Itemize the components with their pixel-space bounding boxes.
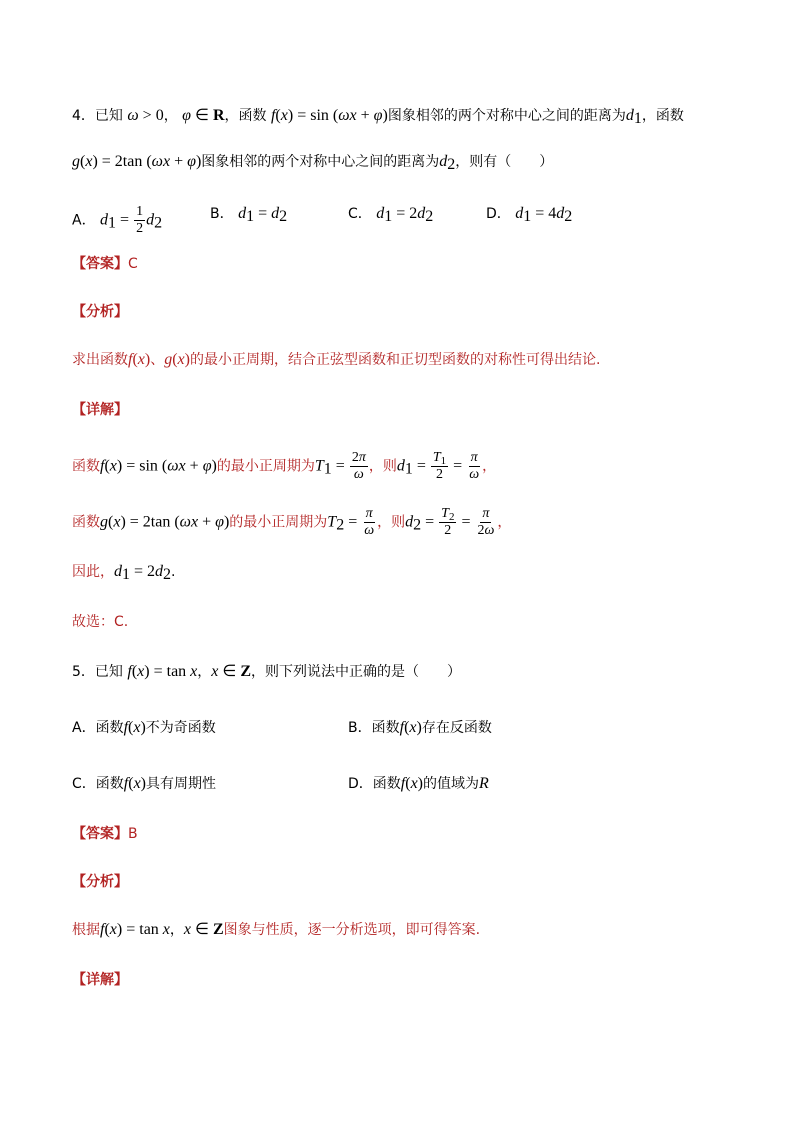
q4-analysis-text: 求出函数f(x)、g(x)的最小正周期，结合正弦型函数和正切型函数的对称性可得出结论. bbox=[72, 351, 601, 368]
q4-choose: 故选：C. bbox=[72, 614, 129, 630]
q4-option-c[interactable]: C． $d_1 = 2d_2$ bbox=[348, 205, 434, 225]
q4-g-definition: g bbox=[72, 153, 80, 170]
q5-analysis-label: 【分析】 bbox=[72, 874, 128, 890]
q4-answer-value: C bbox=[128, 256, 138, 272]
q5-option-a[interactable]: A．函数f(x)不为奇函数 bbox=[72, 719, 216, 736]
q5-stem: 5．已知 f(x) = tan x，x ∈ Z，则下列说法中正确的是（ ） bbox=[72, 663, 461, 680]
q4-number: 4． bbox=[72, 108, 95, 124]
q4-omega-condition: ω bbox=[127, 107, 139, 124]
q4-detail-line1: 函数f(x) = sin (ωx + φ)的最小正周期为$T_1$ = $\frac{2\pi}{\omega}$ ，则$d_1$ = $\frac{T_1}{2}$ = $\frac{\pi}{\omega}$ ， bbox=[72, 450, 497, 482]
q4-answer: 【答案】C bbox=[72, 256, 138, 272]
q4-option-a[interactable]: A． $d_1$ = $\frac{1}{2}$ $d_2$ bbox=[72, 204, 163, 236]
q4-detail-label: 【详解】 bbox=[72, 402, 128, 418]
q4-analysis-label: 【分析】 bbox=[72, 304, 128, 320]
q5-answer: 【答案】B bbox=[72, 826, 138, 842]
q5-option-c[interactable]: C．函数f(x)具有周期性 bbox=[72, 775, 216, 792]
q4-option-b[interactable]: B． $d_1 = d_2$ bbox=[210, 205, 288, 225]
q5-option-d[interactable]: D．函数f(x)的值域为R bbox=[348, 775, 489, 792]
q4-stem-line2: g(x) = 2tan (ωx + φ)图象相邻的两个对称中心之间的距离为$d_2$，则有（ ） bbox=[72, 153, 554, 173]
q5-detail-label: 【详解】 bbox=[72, 972, 128, 988]
q4-detail-line3: 因此，$d_1 = 2d_2$. bbox=[72, 563, 176, 583]
q5-analysis-text: 根据f(x) = tan x，x ∈ Z图象与性质，逐一分析选项，即可得答案. bbox=[72, 921, 481, 938]
q4-stem-text: 已知 bbox=[94, 108, 123, 124]
q5-answer-value: B bbox=[128, 826, 138, 842]
q4-detail-line2: 函数g(x) = 2tan (ωx + φ)的最小正周期为$T_2$ = $\frac{\pi}{\omega}$ ，则$d_2$ = $\frac{T_2}{2}$ = $\frac{\pi}{2\omega}$ ， bbox=[72, 506, 512, 538]
fraction-one-half: $\frac{1}{2}$ bbox=[136, 204, 144, 236]
q4-stem-line1: 4．已知 ω > 0， φ ∈ R，函数 f(x) = sin (ωx + φ)图象相邻的两个对称中心之间的距离为$d_1$，函数 bbox=[72, 107, 684, 127]
q4-option-d[interactable]: D． $d_1 = 4d_2$ bbox=[486, 205, 573, 225]
q5-option-b[interactable]: B．函数f(x)存在反函数 bbox=[348, 719, 492, 736]
q5-number: 5． bbox=[72, 664, 95, 680]
q4-f-definition: f bbox=[270, 107, 276, 124]
